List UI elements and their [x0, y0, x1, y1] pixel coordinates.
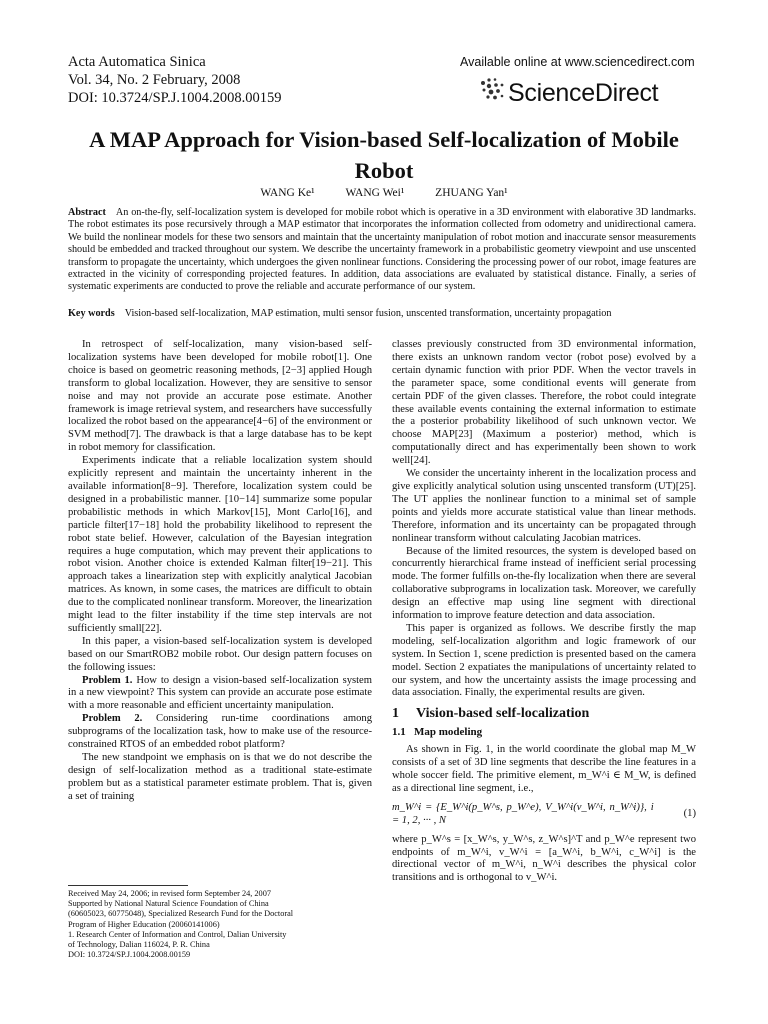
equation-1 — [392, 802, 696, 828]
available-online-text: Available online at www.sciencedirect.com — [460, 55, 695, 69]
paragraph: In retrospect of self-localization, many vision-based self-localization systems have been developed for mobile robot[1]. One choice is based on geometric reasoning methods, [2−3] applied Hough transform to global localization. However, they are sensitive to sensor noise and may not provide an accurate pose estimate. Another framework is image retrieval system, and researchers have successfully localized the robot based on the appearance[4−6] of the environment or SVM method[7]. The drawback is that a large database has to be kept in robot memory for classification. — [68, 339, 372, 454]
journal-doi: DOI: 10.3724/SP.J.1004.2008.00159 — [68, 90, 282, 106]
journal-volume: Vol. 34, No. 2 February, 2008 — [68, 72, 241, 88]
footnote-line: of Technology, Dalian 116024, P. R. China — [68, 940, 210, 950]
author: ZHUANG Yan¹ — [435, 187, 508, 199]
keywords-text: Vision-based self-localization, MAP estimation, multi sensor fusion, unscented transformation, uncertainty propagation — [124, 308, 612, 319]
author-list — [60, 187, 708, 199]
problem-text: Considering run-time coordinations among subprograms of the localization task, how to make use of the resource-constrained RTOS of an embedded robot platform? — [68, 713, 372, 751]
footnote-line: Received May 24, 2006; in revised form September 24, 2007 — [68, 889, 271, 898]
footnote-divider — [68, 885, 188, 886]
abstract-text: An on-the-fly, self-localization system is developed for mobile robot which is operative in a 3D environment with elaborative 3D landmarks. The robot estimates its pose recursively through a MAP estimator that incorporates the information collected from odometry and unidirectional camera. We build the nonlinear models for these two sensors and maintain that the uncertainty manipulation of robot motion and inaccurate sensor measurements should be embedded and tracked throughout our system. We describe the uncertainty framework in a probabilistic geometry viewpoint and use unscented transform to propagate the uncertainty, which undergoes the given nonlinear functions. Considering the processing power of our robot, image features are extracted in the vicinity of corresponding projected features. In addition, data associations are evaluated by statistical distance. Finally, a series of systematic experiments are conducted to prove the reliable and accurate performance of our system. — [68, 207, 696, 293]
sciencedirect-wordmark: ScienceDirect — [508, 79, 659, 107]
paper-title: A MAP Approach for Vision-based Self-localization of Mobile Robot — [89, 127, 679, 183]
journal-name: Acta Automatica Sinica — [68, 54, 206, 70]
sciencedirect-dots-icon — [480, 77, 506, 101]
keywords-label: Key words — [68, 308, 115, 319]
equation-number: (1) — [683, 808, 696, 820]
left-column — [68, 339, 372, 804]
subsection-title: Map modeling — [414, 726, 483, 739]
journal-header — [68, 53, 282, 107]
section-number: 1 — [392, 706, 399, 722]
footnote-line: DOI: 10.3724/SP.J.1004.2008.00159 — [68, 950, 191, 960]
section-heading — [392, 708, 696, 721]
footnote-line: Supported by National Natural Science Foundation of China — [68, 899, 269, 909]
equation-body: m_W^i = {E_W^i(p_W^s, p_W^e), V_W^i(v_W^i, n_W^i)}, i = 1, 2, ··· , N — [392, 801, 654, 826]
abstract-label: Abstract — [68, 207, 106, 218]
footnotes — [68, 889, 372, 960]
paragraph: This paper is organized as follows. We describe firstly the map modeling, self-localization algorithm and logic framework of our system. In Section 1, scene prediction is presented based on the camera model. Section 2 expatiates the manipulations of uncertainty related to our system, and how the uncertainty assists the image processing and data association. Finally, the experimental results are given. — [392, 622, 696, 699]
subsection-number: 1.1 — [392, 726, 406, 739]
problem-2 — [68, 713, 372, 752]
abstract — [68, 207, 696, 294]
footnote-line: Program of Higher Education (20060141006) — [68, 919, 220, 929]
paragraph: Experiments indicate that a reliable localization system should explicitly represent and maintain the uncertainty inherent in the available information[8−9]. Therefore, localization system could be designed in a probabilistic manner. [10−14] summarize some popular probabilistic methods in which Markov[15], Mont Carlo[16], and particle filter[17−18] hold the probability likelihood to represent the robot state belief. However, calculation of the Bayesian integration requires a huge computation, which may prevent their applications to robot vision. Another choice is extended Kalman filter[19−21]. This approach takes a linearization step with explicitly analytical Jacobian matrices. As known, in some cases, the matrices are difficult to obtain due to the complicated nonlinear transform. Moreover, the linearization might lead to the filter instability if the time step intervals are not sufficiently small[22]. — [68, 455, 372, 634]
problem-1 — [68, 675, 372, 714]
paragraph: The new standpoint we emphasis on is that we do not describe the design of self-localization method as a traditional state-estimate problem but as a statistical parameter estimate problem. That is, given a set of training — [68, 752, 372, 802]
keywords — [68, 308, 696, 320]
paragraph: where p_W^s = [x_W^s, y_W^s, z_W^s]^T and p_W^e represent two endpoints of m_W^i, v_W^i = [a_W^i, b_W^i, c_W^i] is the directional vector of m_W^i, n_W^i describes the physical color transitions and is orthogonal to v_W^i. — [392, 833, 696, 884]
paragraph: Because of the limited resources, the system is developed based on concurrently hierarchical frame instead of inefficient serial processing mode. The former fulfills on-the-fly localization when there are several collaborative subprograms in localization task. Moreover, we carefully design an effective map using line segment with directional information to improve feature detection and data association. — [392, 545, 696, 622]
section-title: Vision-based self-localization — [416, 706, 590, 722]
footnote-line: 1. Research Center of Information and Control, Dalian University — [68, 929, 287, 939]
paragraph: As shown in Fig. 1, in the world coordinate the global map M_W consists of a set of 3D line segments that describe the line features in a whole soccer field. The primitive element, m_W^i ∈ M_W, is defined as a directional line segment, i.e., — [392, 744, 696, 794]
subsection-heading — [392, 726, 696, 739]
problem-label: Problem 2. — [82, 713, 143, 725]
right-column — [392, 339, 696, 885]
footnote-line: (60605023, 60775048), Specialized Research Fund for the Doctoral — [68, 909, 294, 919]
problem-label: Problem 1. — [82, 674, 133, 686]
problem-text: How to design a vision-based self-localization system in a new viewpoint? This system can provide an accurate pose estimate with a more reasonable and efficient uncertainty manipulation. — [68, 674, 372, 712]
paragraph: We consider the uncertainty inherent in the localization process and give explicitly analytical solution using unscented transform (UT)[25]. The UT applies the nonlinear function to a minimal set of sample points and yields more accurate statistical value than linear methods. Therefore, information and its uncertainty can be propagated through nonlinear transform without calculating Jacobian matrices. — [392, 468, 696, 544]
sciencedirect-logo — [460, 55, 705, 107]
paragraph: In this paper, a vision-based self-localization system is developed based on our SmartROB2 mobile robot. Our design pattern focuses on the following issues: — [68, 635, 372, 673]
author: WANG Ke¹ — [260, 187, 315, 199]
paragraph: classes previously constructed from 3D environmental information, there exists an unknown random vector (robot pose) evolved by a certain dynamic function with prior PDF. When the vector travels in the parameter space, some conditional events will generate from certain PDF of the given classes. Therefore, the robot could integrate these available events containing the external information to estimate the a posterior probability likelihood of such unknown vector. We choose MAP[23] (Maximum a posterior) method, which is computationally direct and has experimentally been shown to work well[24]. — [392, 339, 696, 467]
author: WANG Wei¹ — [345, 187, 405, 199]
